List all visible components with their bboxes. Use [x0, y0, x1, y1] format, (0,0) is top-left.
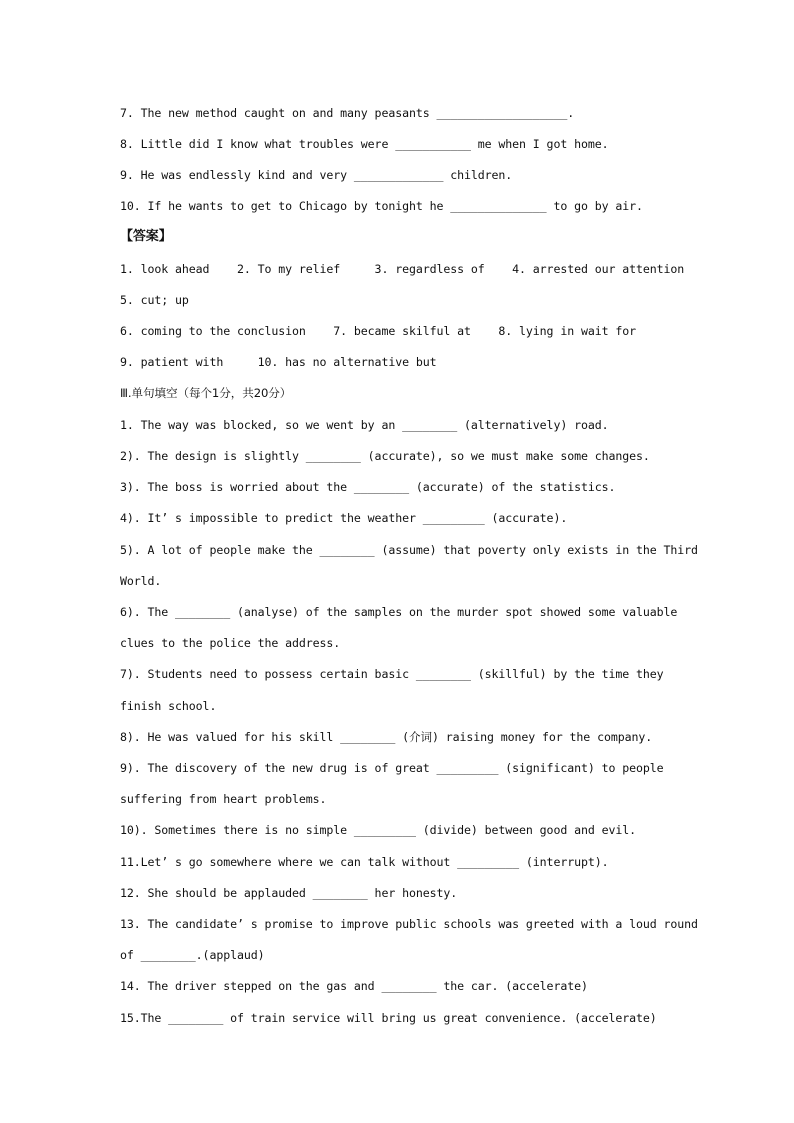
fill-question-6: 6). The ________ (analyse) of the samples on the murder spot showed some valuable	[120, 605, 678, 619]
fill-question-13-cont: of ________.(applaud)	[120, 948, 265, 962]
fill-question-4: 4). It’ s impossible to predict the weather _________ (accurate).	[120, 511, 568, 525]
question-10: 10. If he wants to get to Chicago by tonight he ______________ to go by air.	[120, 199, 643, 213]
fill-question-10: 10). Sometimes there is no simple _________ (divide) between good and evil.	[120, 823, 637, 837]
fill-question-14: 14. The driver stepped on the gas and ________ the car. (accelerate)	[120, 979, 588, 993]
answer-line-2: 5. cut; up	[120, 293, 189, 307]
answer-line-1: 1. look ahead 2. To my relief 3. regardless of 4. arrested our attention	[120, 262, 685, 276]
fill-question-7: 7). Students need to possess certain basic ________ (skillful) by the time they	[120, 667, 664, 681]
answer-line-3: 6. coming to the conclusion 7. became skilful at 8. lying in wait for	[120, 324, 637, 338]
section-heading: Ⅲ.单句填空（每个1分，共20分）	[120, 386, 292, 400]
fill-question-9-cont: suffering from heart problems.	[120, 792, 327, 806]
answer-heading: 【答案】	[120, 229, 172, 244]
fill-question-6-cont: clues to the police the address.	[120, 636, 341, 650]
fill-question-13: 13. The candidate’ s promise to improve public schools was greeted with a loud round	[120, 917, 698, 931]
fill-question-7-cont: finish school.	[120, 699, 217, 713]
fill-question-15: 15.The ________ of train service will bring us great convenience. (accelerate)	[120, 1011, 657, 1025]
question-8: 8. Little did I know what troubles were ___________ me when I got home.	[120, 137, 609, 151]
fill-question-5: 5). A lot of people make the ________ (assume) that poverty only exists in the Third	[120, 543, 698, 557]
question-7: 7. The new method caught on and many peasants ___________________.	[120, 106, 575, 120]
question-9: 9. He was endlessly kind and very _____________ children.	[120, 168, 513, 182]
fill-question-5-cont: World.	[120, 574, 162, 588]
fill-question-8: 8). He was valued for his skill ________ (介词) raising money for the company.	[120, 730, 653, 744]
fill-question-12: 12. She should be applauded ________ her honesty.	[120, 886, 458, 900]
answer-line-4: 9. patient with 10. has no alternative but	[120, 355, 437, 369]
fill-question-11: 11.Let’ s go somewhere where we can talk without _________ (interrupt).	[120, 855, 609, 869]
fill-question-1: 1. The way was blocked, so we went by an ________ (alternatively) road.	[120, 418, 609, 432]
fill-question-9: 9). The discovery of the new drug is of great _________ (significant) to people	[120, 761, 664, 775]
fill-question-3: 3). The boss is worried about the ________ (accurate) of the statistics.	[120, 480, 616, 494]
fill-question-2: 2). The design is slightly ________ (accurate), so we must make some changes.	[120, 449, 650, 463]
